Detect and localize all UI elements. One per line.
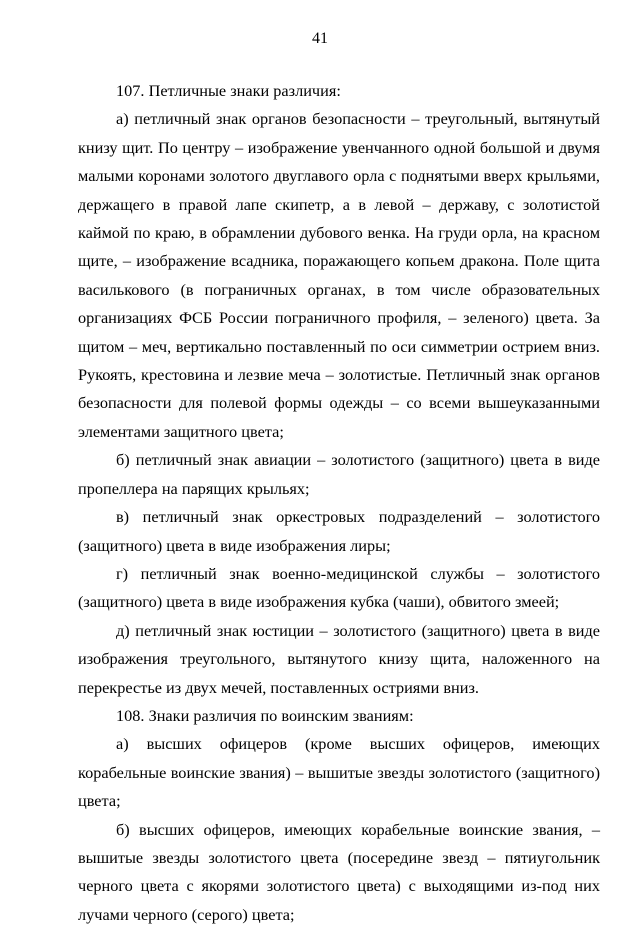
page-number: 41 <box>312 30 328 47</box>
paragraph-107-d: д) петличный знак юстиции – золотистого (защитного) цвета в виде изображения треугольного, вытянутого книзу щита, наложенного на перекрестье из двух мечей, поставленных остриями вниз. <box>78 620 600 697</box>
paragraph-107-heading: 107. Петличные знаки различия: <box>116 81 341 100</box>
paragraph-107-b: б) петличный знак авиации – золотистого (защитного) цвета в виде пропеллера на парящих крыльях; <box>78 450 600 498</box>
paragraph-108-heading: 108. Знаки различия по воинским званиям: <box>116 705 414 725</box>
paragraph-108-a: а) высших офицеров (кроме высших офицеров, имеющих корабельные воинские звания) – вышитые звезды золотистого (защитного) цвета; <box>78 734 600 811</box>
paragraph-107-a: а) петличный знак органов безопасности – треугольный, вытянутый книзу щит. По центру – изображение увенчанного одной большой и двумя малыми коронами золотого двуглавого орла с поднятыми вверх крыльями, держащего в правой лапе скипетр, а в левой – державу, с золотистой каймой по краю, в обрамлении дубового венка. На груди орла, на красном щите, – изображение всадника, поражающего копьем дракона. Поле щита василькового (в пограничных органах, в том числе образовательных организациях ФСБ России пограничного профиля, – зеленого) цвета. За щитом – меч, вертикально поставленный по оси симметрии острием вниз. Рукоять, крестовина и лезвие меча – золотистые. Петличный знак органов безопасности для полевой формы одежды – со всеми вышеуказанными элементами защитного цвета; <box>78 109 600 441</box>
paragraph-107-g: г) петличный знак военно-медицинской службы – золотистого (защитного) цвета в виде изображения кубка (чаши), обвитого змеей; <box>78 563 600 612</box>
document-body <box>78 77 600 929</box>
paragraph-108-b: б) высших офицеров, имеющих корабельные воинские звания, – вышитые звезды золотистого цвета (посередине звезд – пятиугольник черного цвета с якорями золотистого цвета) с выходящими из-под них лучами черного (серого) цвета; <box>78 819 600 924</box>
paragraph-107-v: в) петличный знак оркестровых подразделений – золотистого (защитного) цвета в виде изображения лиры; <box>78 507 600 555</box>
